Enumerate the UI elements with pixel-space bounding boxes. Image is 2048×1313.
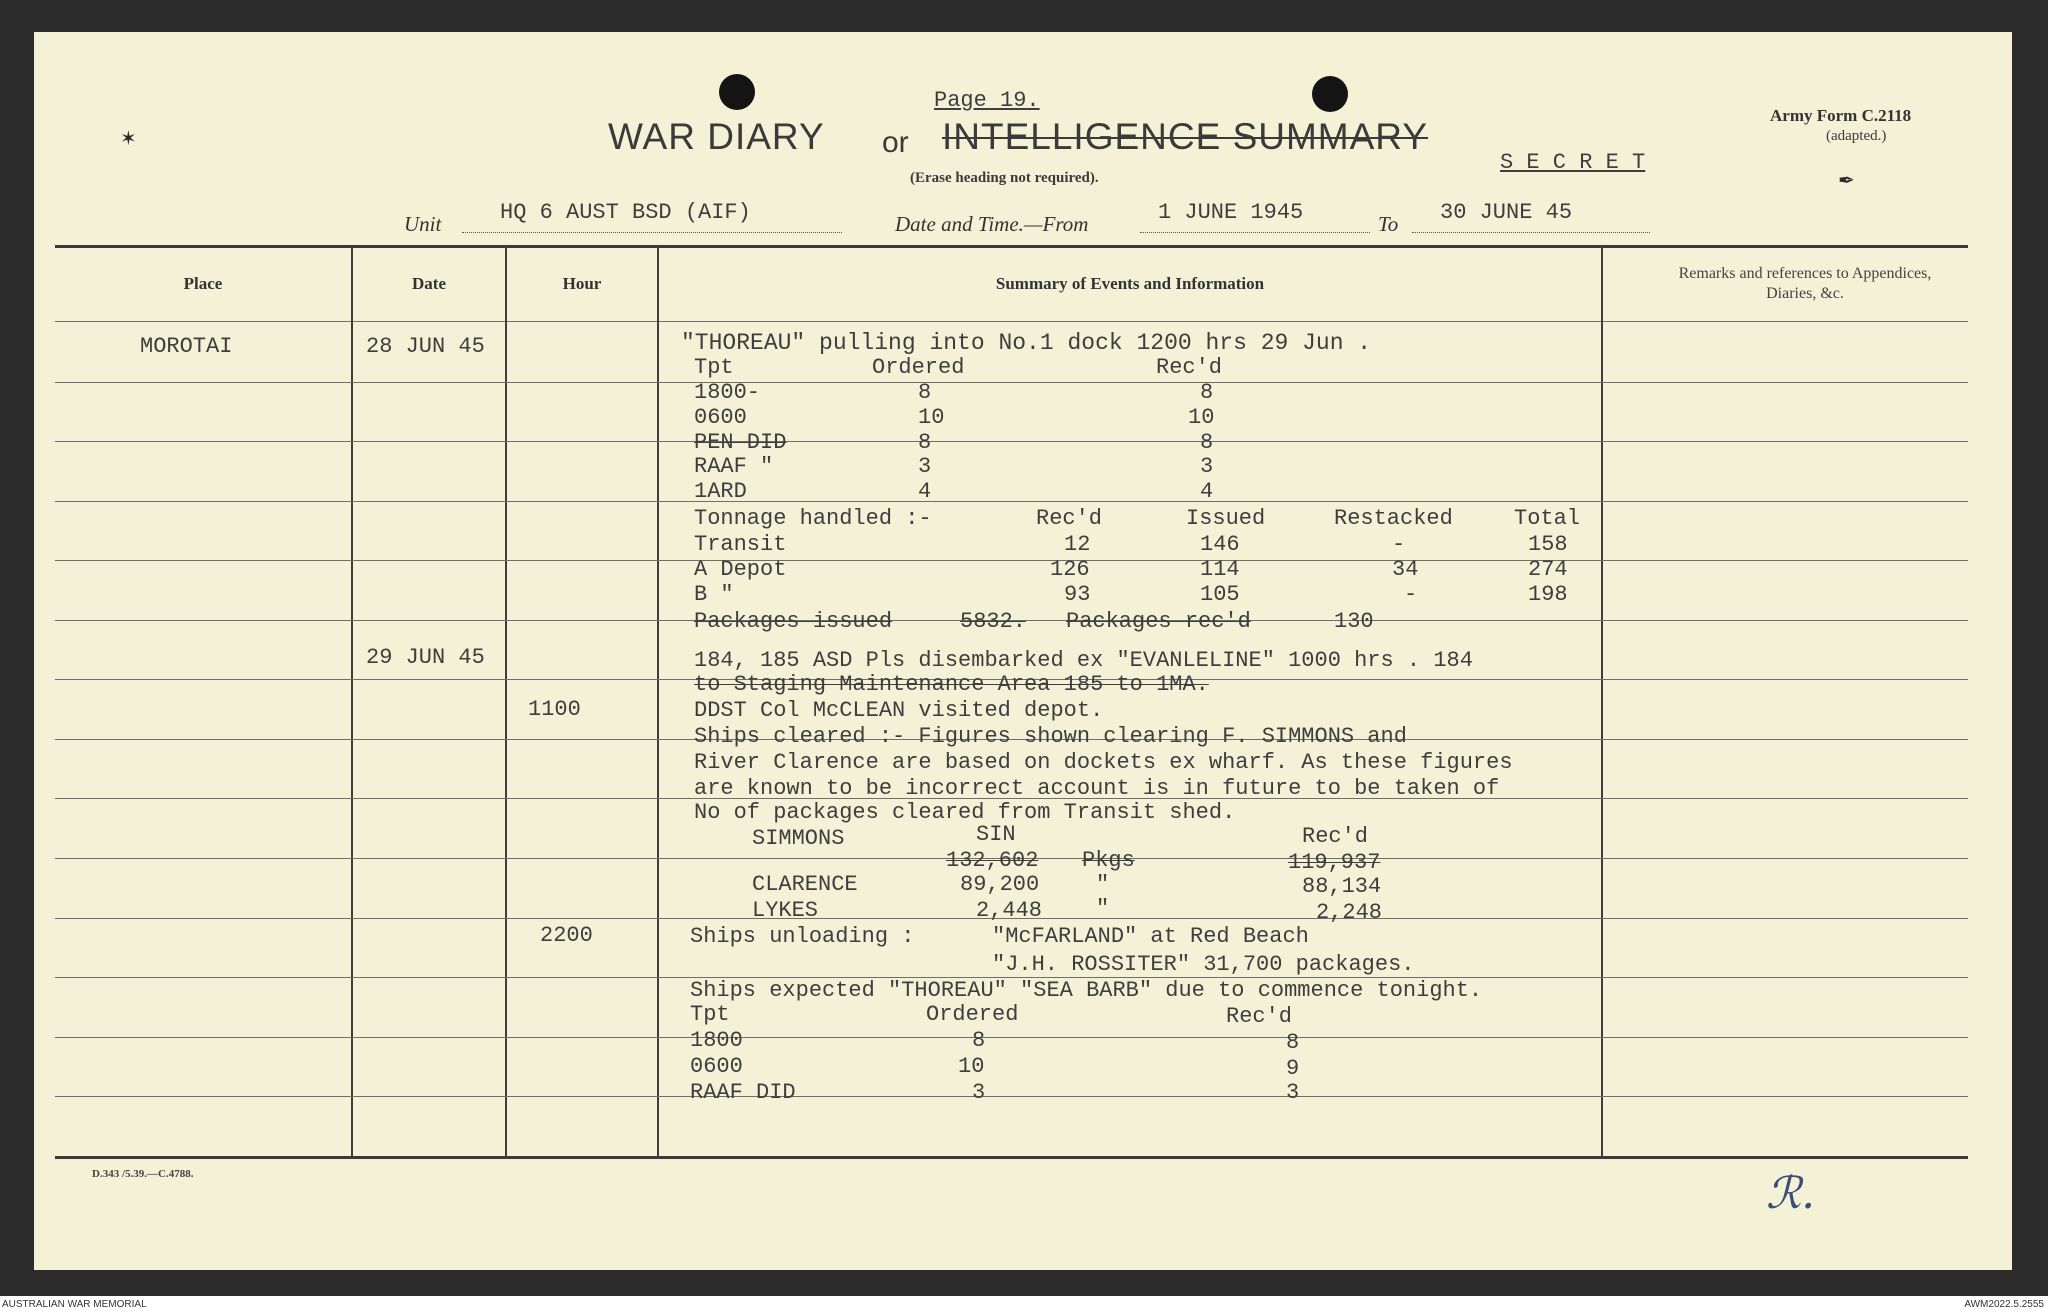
tonnage-row-name: B " bbox=[694, 582, 734, 607]
tonnage-header-restacked: Restacked bbox=[1334, 506, 1453, 531]
hour-entry-1100: 1100 bbox=[528, 697, 581, 722]
title-or: or bbox=[882, 126, 909, 159]
handwritten-initials-mark: ℛ. bbox=[1766, 1168, 1816, 1219]
col-head-remarks: Remarks and references to Appendices, Diaries, &c. bbox=[1678, 265, 1932, 302]
tpt-row-recd: 8 bbox=[1200, 380, 1214, 405]
tpt-header-ordered: Ordered bbox=[872, 355, 965, 380]
tpt-row-ordered: 10 bbox=[918, 405, 945, 430]
title-war-diary: WAR DIARY bbox=[608, 116, 825, 157]
ship-row-sin: 132,602 bbox=[946, 848, 1039, 873]
punch-hole-left bbox=[719, 74, 755, 110]
date-from-value: 1 JUNE 1945 bbox=[1158, 200, 1304, 225]
date-to-dotted-line bbox=[1412, 232, 1650, 233]
unit-value: HQ 6 AUST BSD (AIF) bbox=[500, 200, 751, 225]
ship-row-name: LYKES bbox=[752, 898, 819, 923]
tonnage-row-restacked: 34 bbox=[1392, 557, 1419, 582]
summary-line: "McFARLAND" at Red Beach bbox=[992, 924, 1309, 949]
date-label: Date and Time.—From bbox=[895, 212, 1089, 236]
ship-row-name: CLARENCE bbox=[752, 872, 858, 897]
tpt-row-name: 1800- bbox=[694, 380, 761, 405]
ship-row-name: SIMMONS bbox=[752, 826, 845, 851]
tpt-header-recd: Rec'd bbox=[1156, 355, 1223, 380]
tpt2-row-name: 0600 bbox=[690, 1054, 743, 1079]
tpt-row-name: PEN DID bbox=[694, 430, 787, 455]
unit-dotted-line bbox=[462, 232, 842, 233]
tpt-row-ordered: 8 bbox=[918, 430, 932, 455]
tpt-row-ordered: 3 bbox=[918, 454, 932, 479]
tonnage-row-restacked: - bbox=[1392, 532, 1406, 557]
summary-line: River Clarence are based on dockets ex wharf. As these figures bbox=[694, 750, 1513, 775]
tpt-row-recd: 3 bbox=[1200, 454, 1214, 479]
tonnage-row-name: Transit bbox=[694, 532, 787, 557]
ship-row-unit: Pkgs bbox=[1082, 848, 1135, 873]
tpt2-row-recd: 3 bbox=[1286, 1080, 1300, 1105]
page-number: Page 19. bbox=[934, 88, 1040, 113]
tpt2-row-recd: 9 bbox=[1286, 1056, 1300, 1081]
summary-line: are known to be incorrect account is in future to be taken of bbox=[694, 776, 1500, 801]
tonnage-row-recd: 93 bbox=[1064, 582, 1091, 607]
tpt-row-ordered: 8 bbox=[918, 380, 932, 405]
col-head-summary: Summary of Events and Information bbox=[995, 274, 1265, 293]
ship-row-recd: 119,937 bbox=[1288, 850, 1381, 875]
tpt2-row-ordered: 3 bbox=[972, 1080, 986, 1105]
header-bottom-rule bbox=[55, 321, 1968, 322]
tpt-row-recd: 10 bbox=[1188, 405, 1215, 430]
row-rule bbox=[55, 560, 1968, 561]
tonnage-header-total: Total bbox=[1514, 506, 1581, 531]
tonnage-row-recd: 126 bbox=[1050, 557, 1090, 582]
tpt2-header-tpt: Tpt bbox=[690, 1002, 730, 1027]
summary-line: "THOREAU" pulling into No.1 dock 1200 hrs 29 Jun . bbox=[681, 330, 1372, 356]
ship-row-unit: " bbox=[1096, 872, 1110, 897]
col-head-hour: Hour bbox=[562, 274, 602, 293]
date-to-value: 30 JUNE 45 bbox=[1440, 200, 1573, 225]
pen-mark-icon: ✒ bbox=[1838, 170, 1855, 192]
secret-stamp: S E C R E T bbox=[1500, 150, 1646, 175]
army-form-label: Army Form C.2118 bbox=[1770, 106, 1912, 125]
row-rule bbox=[55, 382, 1968, 383]
packages-recd-value: 130 bbox=[1334, 609, 1374, 634]
tpt-row-name: RAAF " bbox=[694, 454, 774, 479]
unit-label: Unit bbox=[404, 212, 442, 236]
ship-row-sin: 89,200 bbox=[960, 872, 1040, 897]
summary-line: 184, 185 ASD Pls disembarked ex "EVANLELINE" 1000 hrs . 184 bbox=[694, 648, 1473, 673]
date-entry-29jun: 29 JUN 45 bbox=[366, 645, 485, 670]
ship-header-recd: Rec'd bbox=[1302, 824, 1369, 849]
tonnage-row-total: 274 bbox=[1528, 557, 1568, 582]
date-entry-28jun: 28 JUN 45 bbox=[366, 334, 485, 359]
tpt-row-name: 0600 bbox=[694, 405, 747, 430]
table-top-rule bbox=[55, 245, 1968, 248]
archive-footer-left: AUSTRALIAN WAR MEMORIAL bbox=[2, 1299, 147, 1310]
row-rule bbox=[55, 501, 1968, 502]
tonnage-header-label: Tonnage handled :- bbox=[694, 506, 932, 531]
summary-line: Ships cleared :- Figures shown clearing F. SIMMONS and bbox=[694, 724, 1407, 749]
row-rule bbox=[55, 441, 1968, 442]
summary-line: Ships expected "THOREAU" "SEA BARB" due to commence tonight. bbox=[690, 978, 1483, 1003]
summary-line: "J.H. ROSSITER" 31,700 packages. bbox=[992, 952, 1415, 977]
tpt-row-ordered: 4 bbox=[918, 479, 932, 504]
tpt2-row-recd: 8 bbox=[1286, 1030, 1300, 1055]
ship-row-sin: 2,448 bbox=[976, 898, 1043, 923]
tpt2-header-ordered: Ordered bbox=[926, 1002, 1019, 1027]
summary-line: Ships unloading : bbox=[690, 924, 915, 949]
place-entry: MOROTAI bbox=[140, 334, 233, 359]
row-rule bbox=[55, 1096, 1968, 1097]
title-intelligence-summary: INTELLIGENCE SUMMARY bbox=[942, 116, 1429, 157]
tonnage-row-issued: 114 bbox=[1200, 557, 1240, 582]
tonnage-row-issued: 105 bbox=[1200, 582, 1240, 607]
to-label: To bbox=[1378, 212, 1399, 236]
ship-row-unit: " bbox=[1096, 896, 1110, 921]
ship-row-recd: 88,134 bbox=[1302, 874, 1382, 899]
summary-line: to Staging Maintenance Area 185 to 1MA. bbox=[694, 672, 1209, 697]
ship-row-recd: 2,248 bbox=[1316, 900, 1383, 925]
tonnage-header-recd: Rec'd bbox=[1036, 506, 1103, 531]
tpt-row-recd: 8 bbox=[1200, 430, 1214, 455]
tonnage-row-issued: 146 bbox=[1200, 532, 1240, 557]
print-code: D.343 /5.39.—C.4788. bbox=[92, 1168, 194, 1180]
ship-header-sin: SIN bbox=[976, 822, 1016, 847]
adapted-label: (adapted.) bbox=[1826, 128, 1887, 144]
tonnage-row-total: 198 bbox=[1528, 582, 1568, 607]
summary-line: DDST Col McCLEAN visited depot. bbox=[694, 698, 1104, 723]
erase-note: (Erase heading not required). bbox=[910, 170, 1099, 186]
tpt2-row-ordered: 8 bbox=[972, 1028, 986, 1053]
table-bottom-rule bbox=[55, 1156, 1968, 1159]
tpt2-row-name: RAAF DID bbox=[690, 1080, 796, 1105]
tpt2-header-recd: Rec'd bbox=[1226, 1004, 1293, 1029]
packages-issued-label: Packages issued bbox=[694, 609, 893, 634]
tpt-row-name: 1ARD bbox=[694, 479, 747, 504]
date-from-dotted-line bbox=[1140, 232, 1370, 233]
archive-footer bbox=[0, 1296, 2048, 1313]
punch-hole-right bbox=[1312, 76, 1348, 112]
tonnage-row-name: A Depot bbox=[694, 557, 787, 582]
col-head-place: Place bbox=[183, 274, 223, 293]
tpt2-row-name: 1800 bbox=[690, 1028, 743, 1053]
tpt2-row-ordered: 10 bbox=[958, 1054, 985, 1079]
tonnage-row-total: 158 bbox=[1528, 532, 1568, 557]
tpt-row-recd: 4 bbox=[1200, 479, 1214, 504]
tpt-header-tpt: Tpt bbox=[694, 355, 734, 380]
tonnage-row-recd: 12 bbox=[1064, 532, 1091, 557]
packages-issued-value: 5832. bbox=[960, 609, 1027, 634]
row-rule bbox=[55, 1037, 1968, 1038]
tonnage-header-issued: Issued bbox=[1186, 506, 1266, 531]
col-head-date: Date bbox=[412, 274, 446, 293]
archive-footer-right: AWM2022.5.2555 bbox=[1964, 1299, 2044, 1310]
tonnage-row-restacked: - bbox=[1404, 582, 1418, 607]
summary-line: No of packages cleared from Transit shed. bbox=[694, 800, 1236, 825]
pen-mark-icon: ✶ bbox=[120, 128, 137, 150]
hour-entry-2200: 2200 bbox=[540, 923, 593, 948]
packages-recd-label: Packages rec'd bbox=[1066, 609, 1251, 634]
